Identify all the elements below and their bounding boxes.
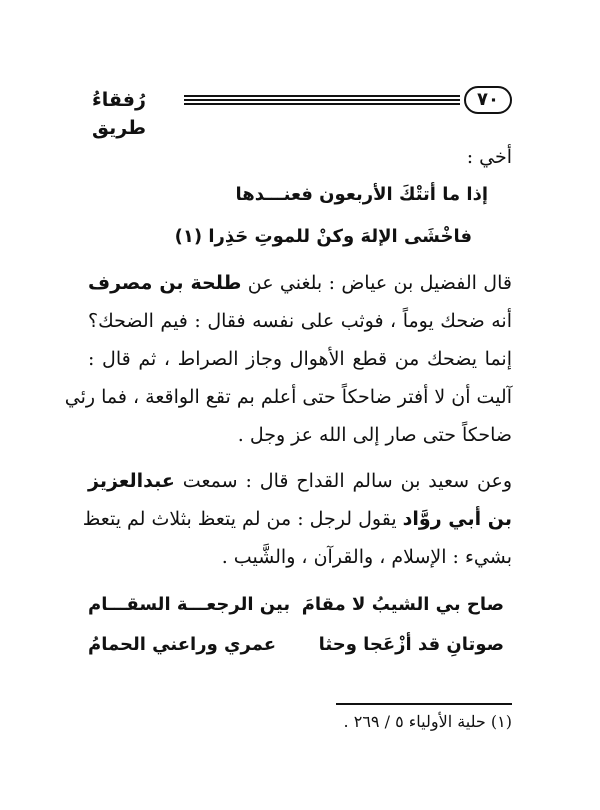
name-ibn-abi-rawwad: بن أبي روَّاد [402,508,512,530]
verse-2-first-hemistich: صوتانِ قد أزْعَجا وحثا [318,634,504,655]
paragraph2-line-3: بشيء : الإسلام ، والقرآن ، والشَّيب . [221,546,512,568]
verse-1 [88,594,512,624]
main-text [64,0,512,700]
poem-line-2: فاخْشَى الإلهَ وكنْ للموتِ حَذِرا (١) [174,226,472,247]
intro-line: أخي : [466,146,512,168]
paragraph2-line-1 [88,470,512,492]
paragraph2-line-1-text: وعن سعيد بن سالم القداح قال : سمعت [174,470,512,492]
paragraph1-line-1 [88,272,512,294]
verse-1-first-hemistich: صاح بي الشيبُ لا مقامَ [301,594,504,615]
paragraph1-line-4: آليت أن لا أفتر ضاحكاً حتى أعلم بم تقع الواقعة ، فما رئي [64,386,512,408]
poem-line-1: إذا ما أتتْكَ الأربعون فعنـــدها [235,184,488,205]
name-abdulaziz: عبدالعزيز [88,470,175,492]
running-title: رُفقاءُ طريق [92,89,146,139]
footnote: (١) حلية الأولياء ٥ / ٢٦٩ . [343,712,512,731]
page-number: ٧٠ [464,86,512,114]
paragraph2-line-2-text: يقول لرجل : من لم يتعظ بثلاث لم يتعظ [82,508,403,530]
verse-1-second-hemistich: بين الرجعـــة السقـــام [88,594,291,615]
paragraph2-line-2 [82,508,512,530]
paragraph1-line-2: أنه ضحك يوماً ، فوثب على نفسه فقال : فيم الضحك؟ [88,310,512,332]
paragraph1-line-5: ضاحكاً حتى صار إلى الله عز وجل . [237,424,512,446]
verse-2 [88,634,512,664]
name-talha: طلحة بن مصرف [88,272,242,294]
verse-2-second-hemistich: عمري وراعني الحمامُ [88,634,277,655]
paragraph1-line-3: إنما يضحك من قطع الأهوال وجاز الصراط ، ثم قال : [88,348,512,370]
paragraph1-line-1-text: قال الفضيل بن عياض : بلغني عن [241,272,512,294]
footnote-rule [336,703,512,705]
